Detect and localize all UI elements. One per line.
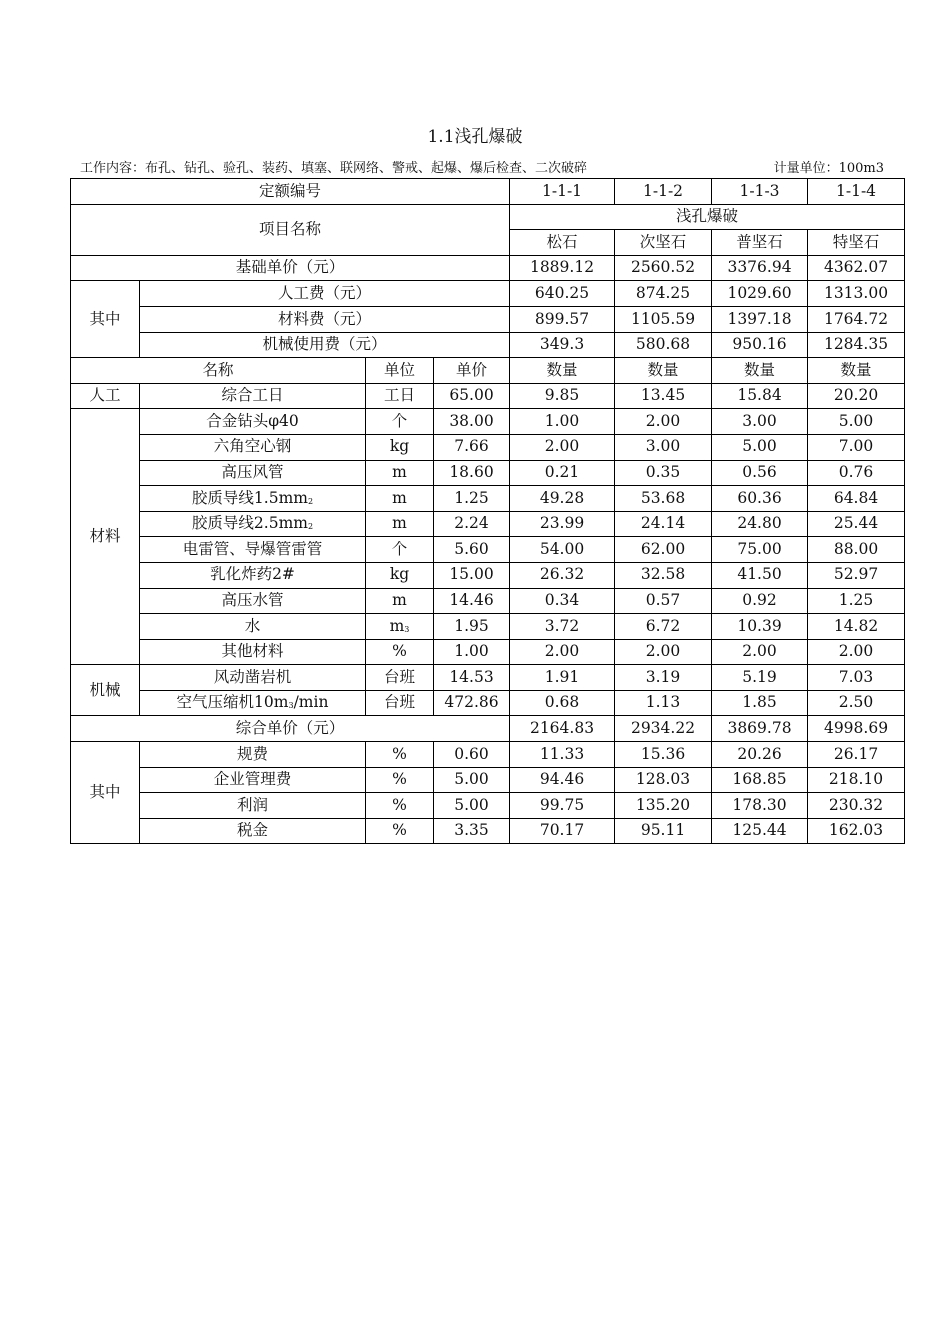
unit-price-cell: 1.00 (434, 639, 510, 665)
unit-price-cell: 472.86 (434, 690, 510, 716)
cost-label: 机械使用费（元） (140, 332, 510, 358)
material-row (71, 639, 905, 665)
cost-value-cell: 1397.18 (712, 306, 808, 332)
material-row (71, 434, 905, 460)
category-label: 机械 (71, 665, 140, 716)
base-price-cell: 3376.94 (712, 255, 808, 281)
item-name-cell: 其他材料 (140, 639, 366, 665)
item-name-cell-subscript: 2 (307, 522, 314, 532)
unit-price-cell: 38.00 (434, 409, 510, 435)
qty-cell: 62.00 (615, 537, 712, 563)
item-name-cell: 规费 (140, 742, 366, 768)
unit-price-cell: 1.95 (434, 614, 510, 640)
unit-price-cell: 7.66 (434, 434, 510, 460)
item-name-cell: 利润 (140, 793, 366, 819)
cost-value-cell: 950.16 (712, 332, 808, 358)
page-title: 1.1浅孔爆破 (427, 127, 523, 147)
qty-cell: 88.00 (808, 537, 905, 563)
machinery-row (71, 690, 905, 716)
item-name-cell: 电雷管、导爆管雷管 (140, 537, 366, 563)
unit-cell: % (366, 793, 434, 819)
unit-price-cell: 5.60 (434, 537, 510, 563)
fee-row (71, 767, 905, 793)
cost-value-cell: 874.25 (615, 281, 712, 307)
unit-price-cell: 0.60 (434, 742, 510, 768)
quota-table (70, 178, 905, 844)
qty-cell: 99.75 (510, 793, 615, 819)
unit-cell: % (366, 818, 434, 844)
qty-cell: 6.72 (615, 614, 712, 640)
qty-cell: 20.20 (808, 383, 905, 409)
qty-cell: 25.44 (808, 511, 905, 537)
qty-cell: 135.20 (615, 793, 712, 819)
rock-type-cell: 次坚石 (615, 230, 712, 256)
qty-cell: 54.00 (510, 537, 615, 563)
qty-cell: 3.00 (712, 409, 808, 435)
base-price-cell: 1889.12 (510, 255, 615, 281)
item-name-cell: 六角空心钢 (140, 434, 366, 460)
cost-value-cell: 1284.35 (808, 332, 905, 358)
qty-cell: 26.17 (808, 742, 905, 768)
qty-cell: 64.84 (808, 486, 905, 512)
qty-cell: 7.03 (808, 665, 905, 691)
total-price-row (71, 716, 905, 742)
unit-price-cell: 14.46 (434, 588, 510, 614)
unit-cell: 台班 (366, 665, 434, 691)
qty-cell: 49.28 (510, 486, 615, 512)
total-cell: 3869.78 (712, 716, 808, 742)
work-content: 工作内容：布孔、钻孔、验孔、装药、填塞、联网络、警戒、起爆、爆后检查、二次破碎 (80, 161, 588, 176)
qty-cell: 3.19 (615, 665, 712, 691)
qty-cell: 15.36 (615, 742, 712, 768)
material-row (71, 614, 905, 640)
unit-cell: % (366, 639, 434, 665)
qty-cell: 95.11 (615, 818, 712, 844)
qty-header: 数量 (510, 358, 615, 384)
qty-cell: 32.58 (615, 562, 712, 588)
cost-breakdown-row (71, 332, 905, 358)
base-price-row (71, 255, 905, 281)
rock-type-cell: 特坚石 (808, 230, 905, 256)
qty-cell: 2.00 (808, 639, 905, 665)
qty-cell: 218.10 (808, 767, 905, 793)
qty-cell: 0.68 (510, 690, 615, 716)
unit-price-cell: 2.24 (434, 511, 510, 537)
qty-cell: 9.85 (510, 383, 615, 409)
qty-cell: 2.00 (615, 409, 712, 435)
cost-value-cell: 580.68 (615, 332, 712, 358)
material-row (71, 511, 905, 537)
qty-cell: 0.35 (615, 460, 712, 486)
material-row (71, 588, 905, 614)
material-row (71, 562, 905, 588)
group-row (71, 204, 905, 230)
qty-cell: 3.72 (510, 614, 615, 640)
qty-cell: 1.91 (510, 665, 615, 691)
qty-cell: 0.56 (712, 460, 808, 486)
qty-cell: 0.92 (712, 588, 808, 614)
group-name: 浅孔爆破 (510, 204, 905, 230)
fee-row (71, 793, 905, 819)
qty-cell: 75.00 (712, 537, 808, 563)
qty-cell: 5.00 (808, 409, 905, 435)
subheader (80, 157, 890, 175)
base-price-cell: 2560.52 (615, 255, 712, 281)
qty-cell: 178.30 (712, 793, 808, 819)
qty-cell: 230.32 (808, 793, 905, 819)
category-label: 人工 (71, 383, 140, 409)
quota-code-row (71, 179, 905, 205)
qty-cell: 0.76 (808, 460, 905, 486)
cost-value-cell: 640.25 (510, 281, 615, 307)
fee-row (71, 742, 905, 768)
cost-value-cell: 1313.00 (808, 281, 905, 307)
qty-cell: 94.46 (510, 767, 615, 793)
cost-value-cell: 1105.59 (615, 306, 712, 332)
cost-label: 材料费（元） (140, 306, 510, 332)
unit-cell: m (366, 588, 434, 614)
qty-cell: 26.32 (510, 562, 615, 588)
qty-cell: 2.50 (808, 690, 905, 716)
unit-cell-subscript: 3 (404, 624, 410, 634)
qty-cell: 41.50 (712, 562, 808, 588)
unit-cell: 工日 (366, 383, 434, 409)
code-cell: 1-1-1 (510, 179, 615, 205)
fee-row (71, 818, 905, 844)
cost-value-cell: 349.3 (510, 332, 615, 358)
qty-cell: 0.57 (615, 588, 712, 614)
item-name-cell: 合金钻头φ40 (140, 409, 366, 435)
item-name-cell: 企业管理费 (140, 767, 366, 793)
qty-header: 数量 (615, 358, 712, 384)
material-row (71, 486, 905, 512)
of-which-label: 其中 (71, 281, 140, 358)
qty-cell: 1.25 (808, 588, 905, 614)
qty-cell: 162.03 (808, 818, 905, 844)
item-name-cell-text: 胶质导线1.5mm (191, 488, 308, 507)
qty-cell: 0.34 (510, 588, 615, 614)
code-cell: 1-1-2 (615, 179, 712, 205)
qty-cell: 0.21 (510, 460, 615, 486)
code-cell: 1-1-3 (712, 179, 808, 205)
qty-header: 数量 (808, 358, 905, 384)
base-price-cell: 4362.07 (808, 255, 905, 281)
unit-cell-text: m (389, 616, 405, 635)
item-name-cell (140, 511, 366, 537)
unit-cell: kg (366, 562, 434, 588)
qty-cell: 23.99 (510, 511, 615, 537)
unit-header: 单位 (366, 358, 434, 384)
material-row (71, 409, 905, 435)
qty-cell: 20.26 (712, 742, 808, 768)
qty-cell: 14.82 (808, 614, 905, 640)
price-header: 单价 (434, 358, 510, 384)
qty-cell: 5.00 (712, 434, 808, 460)
qty-cell: 168.85 (712, 767, 808, 793)
qty-cell: 2.00 (510, 639, 615, 665)
unit-cell: m (366, 486, 434, 512)
unit-price-cell: 5.00 (434, 767, 510, 793)
qty-cell: 2.00 (712, 639, 808, 665)
base-price-label: 基础单价（元） (71, 255, 510, 281)
cost-breakdown-row (71, 281, 905, 307)
qty-cell: 60.36 (712, 486, 808, 512)
qty-cell: 3.00 (615, 434, 712, 460)
unit-cell: kg (366, 434, 434, 460)
total-label: 综合单价（元） (71, 716, 510, 742)
material-row (71, 460, 905, 486)
quota-no-label: 定额编号 (71, 179, 510, 205)
item-name-cell: 税金 (140, 818, 366, 844)
qty-cell: 5.19 (712, 665, 808, 691)
category-label: 材料 (71, 409, 140, 665)
item-name-cell-text: 胶质导线2.5mm (191, 514, 308, 533)
unit-cell: m (366, 460, 434, 486)
unit-price-cell: 14.53 (434, 665, 510, 691)
category-label: 其中 (71, 742, 140, 844)
unit-price-cell: 1.25 (434, 486, 510, 512)
unit-price-cell: 5.00 (434, 793, 510, 819)
name-header: 名称 (71, 358, 366, 384)
total-cell: 2164.83 (510, 716, 615, 742)
item-name-cell (140, 486, 366, 512)
unit-cell: % (366, 742, 434, 768)
unit-cell: 个 (366, 537, 434, 563)
qty-cell: 24.80 (712, 511, 808, 537)
qty-cell: 2.00 (510, 434, 615, 460)
qty-cell: 11.33 (510, 742, 615, 768)
qty-cell: 24.14 (615, 511, 712, 537)
unit-cell: m (366, 511, 434, 537)
qty-cell: 128.03 (615, 767, 712, 793)
qty-cell: 7.00 (808, 434, 905, 460)
item-name-cell-subscript: 3 (288, 701, 294, 711)
item-name-cell (140, 690, 366, 716)
item-name-cell: 风动凿岩机 (140, 665, 366, 691)
cost-label: 人工费（元） (140, 281, 510, 307)
machinery-row (71, 665, 905, 691)
total-cell: 4998.69 (808, 716, 905, 742)
rock-type-cell: 松石 (510, 230, 615, 256)
code-cell: 1-1-4 (808, 179, 905, 205)
cost-value-cell: 899.57 (510, 306, 615, 332)
cost-breakdown-row (71, 306, 905, 332)
qty-cell: 125.44 (712, 818, 808, 844)
qty-cell: 10.39 (712, 614, 808, 640)
qty-header: 数量 (712, 358, 808, 384)
item-name-cell: 综合工日 (140, 383, 366, 409)
item-name-cell: 乳化炸药2# (140, 562, 366, 588)
column-header-row (71, 358, 905, 384)
unit-price-cell: 65.00 (434, 383, 510, 409)
unit-price-cell: 15.00 (434, 562, 510, 588)
cost-value-cell: 1029.60 (712, 281, 808, 307)
qty-cell: 53.68 (615, 486, 712, 512)
labor-row (71, 383, 905, 409)
rock-type-cell: 普坚石 (712, 230, 808, 256)
cost-value-cell: 1764.72 (808, 306, 905, 332)
item-name-cell: 水 (140, 614, 366, 640)
unit-price-cell: 18.60 (434, 460, 510, 486)
qty-cell: 52.97 (808, 562, 905, 588)
item-name-label: 项目名称 (71, 204, 510, 255)
item-name-cell-subscript: 2 (307, 496, 314, 506)
qty-cell: 1.85 (712, 690, 808, 716)
unit-cell (366, 614, 434, 640)
qty-cell: 2.00 (615, 639, 712, 665)
unit-cell: % (366, 767, 434, 793)
item-name-cell-suffix: /min (293, 693, 329, 712)
qty-cell: 1.00 (510, 409, 615, 435)
qty-cell: 1.13 (615, 690, 712, 716)
material-row (71, 537, 905, 563)
qty-cell: 70.17 (510, 818, 615, 844)
qty-cell: 15.84 (712, 383, 808, 409)
item-name-cell: 高压风管 (140, 460, 366, 486)
qty-cell: 13.45 (615, 383, 712, 409)
measure-unit: 计量单位：100m3 (773, 161, 884, 176)
item-name-cell-text: 空气压缩机10m (176, 693, 289, 712)
item-name-cell: 高压水管 (140, 588, 366, 614)
unit-cell: 台班 (366, 690, 434, 716)
unit-price-cell: 3.35 (434, 818, 510, 844)
unit-cell: 个 (366, 409, 434, 435)
total-cell: 2934.22 (615, 716, 712, 742)
